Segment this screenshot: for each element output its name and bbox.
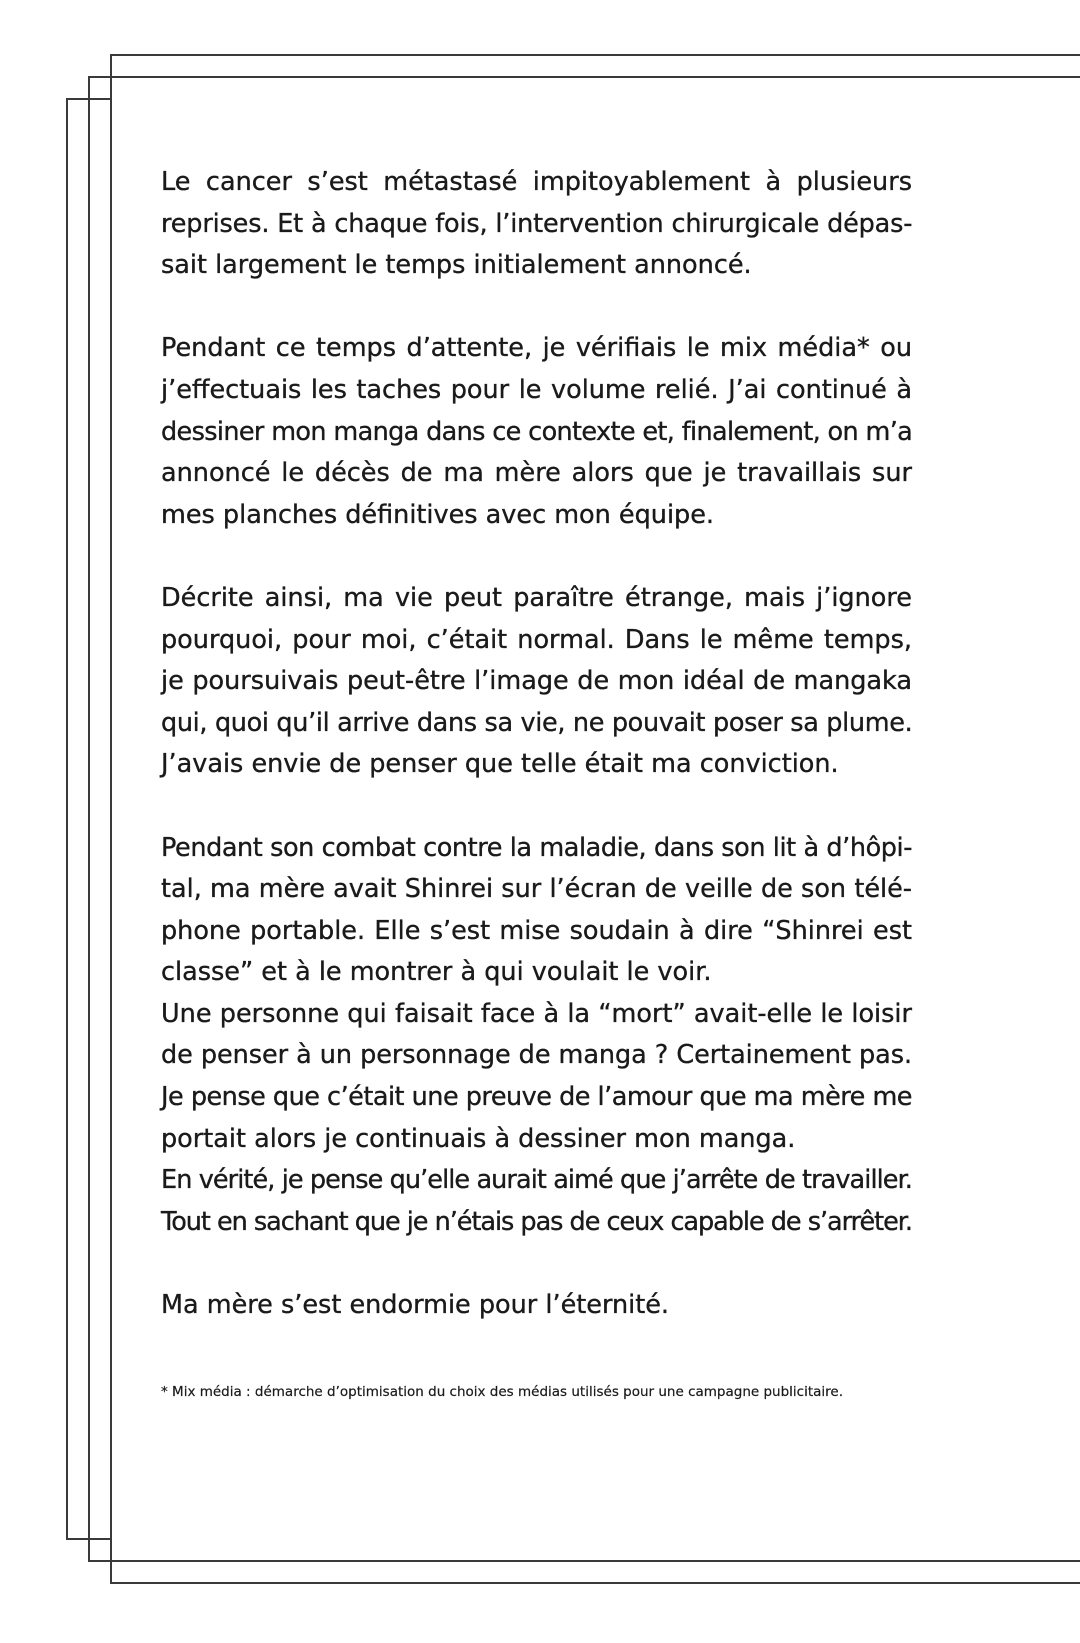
text-line: portait alors je continuais à dessiner mon manga. (161, 1123, 796, 1154)
text-line: J’avais envie de penser que telle était ma conviction. (161, 749, 839, 780)
text-line: Le cancer s’est métastasé impitoyablement à plusieurs (161, 167, 912, 197)
frame-top-outer-line (110, 54, 1080, 56)
frame-bottom-outer-line (110, 1582, 1080, 1584)
text-line: classe” et à le montrer à qui voulait le voir. (161, 957, 712, 988)
paragraph-gap (161, 1243, 912, 1285)
text-line: Décrite ainsi, ma vie peut paraître étrange, mais j’ignore (161, 582, 912, 613)
text-line: phone portable. Elle s’est mise soudain à dire “Shinrei est (161, 915, 912, 946)
text-line: sait largement le temps initialement annoncé. (161, 250, 752, 281)
frame-top-inner-line (88, 76, 1080, 78)
text-line: Je pense que c’était une preuve de l’amour que ma mère me (161, 1082, 912, 1113)
text-line: reprises. Et à chaque fois, l’intervention chirurgicale dépas- (161, 208, 913, 239)
text-line: En vérité, je pense qu’elle aurait aimé que j’arrête de travailler. (161, 1165, 912, 1196)
text-line: pourquoi, pour moi, c’était normal. Dans le même temps, (161, 624, 912, 655)
paragraph-gap (161, 536, 912, 578)
text-line: Ma mère s’est endormie pour l’éternité. (161, 1290, 670, 1321)
frame-left-outer-line (66, 98, 68, 1538)
text-line: Tout en sachant que je n’étais pas de ceux capable de s’arrêter. (161, 1206, 912, 1237)
body-text (161, 162, 912, 1327)
text-line: je poursuivais peut-être l’image de mon idéal de mangaka (161, 666, 912, 697)
frame-left-inner-line (110, 54, 112, 1582)
paragraph-1 (161, 162, 912, 287)
paragraph-5 (161, 1285, 912, 1327)
text-line: j’effectuais les taches pour le volume relié. J’ai continué à (161, 374, 912, 405)
paragraph-3 (161, 578, 912, 786)
frame-bottom-step-line (66, 1538, 110, 1540)
text-line: tal, ma mère avait Shinrei sur l’écran de veille de son télé- (161, 874, 912, 905)
text-line: dessiner mon manga dans ce contexte et, finalement, on m’a (161, 416, 913, 447)
frame-bottom-inner-line (88, 1560, 1080, 1562)
paragraph-4 (161, 828, 912, 1244)
footnote: * Mix média : démarche d’optimisation du choix des médias utilisés pour une campagne publicitaire. (161, 1384, 844, 1400)
text-line: Pendant son combat contre la maladie, dans son lit à d’hôpi- (161, 832, 912, 863)
text-line: mes planches définitives avec mon équipe. (161, 499, 715, 530)
text-line: de penser à un personnage de manga ? Certainement pas. (161, 1040, 912, 1071)
paragraph-gap (161, 786, 912, 828)
frame-left-middle-line (88, 76, 90, 1560)
text-line: qui, quoi qu’il arrive dans sa vie, ne pouvait poser sa plume. (161, 707, 913, 738)
text-line: Pendant ce temps d’attente, je vérifiais le mix média* ou (161, 333, 912, 364)
text-line: annoncé le décès de ma mère alors que je travaillais sur (161, 458, 912, 489)
paragraph-2 (161, 328, 912, 536)
text-line: Une personne qui faisait face à la “mort” avait-elle le loisir (161, 998, 912, 1029)
paragraph-gap (161, 287, 912, 329)
